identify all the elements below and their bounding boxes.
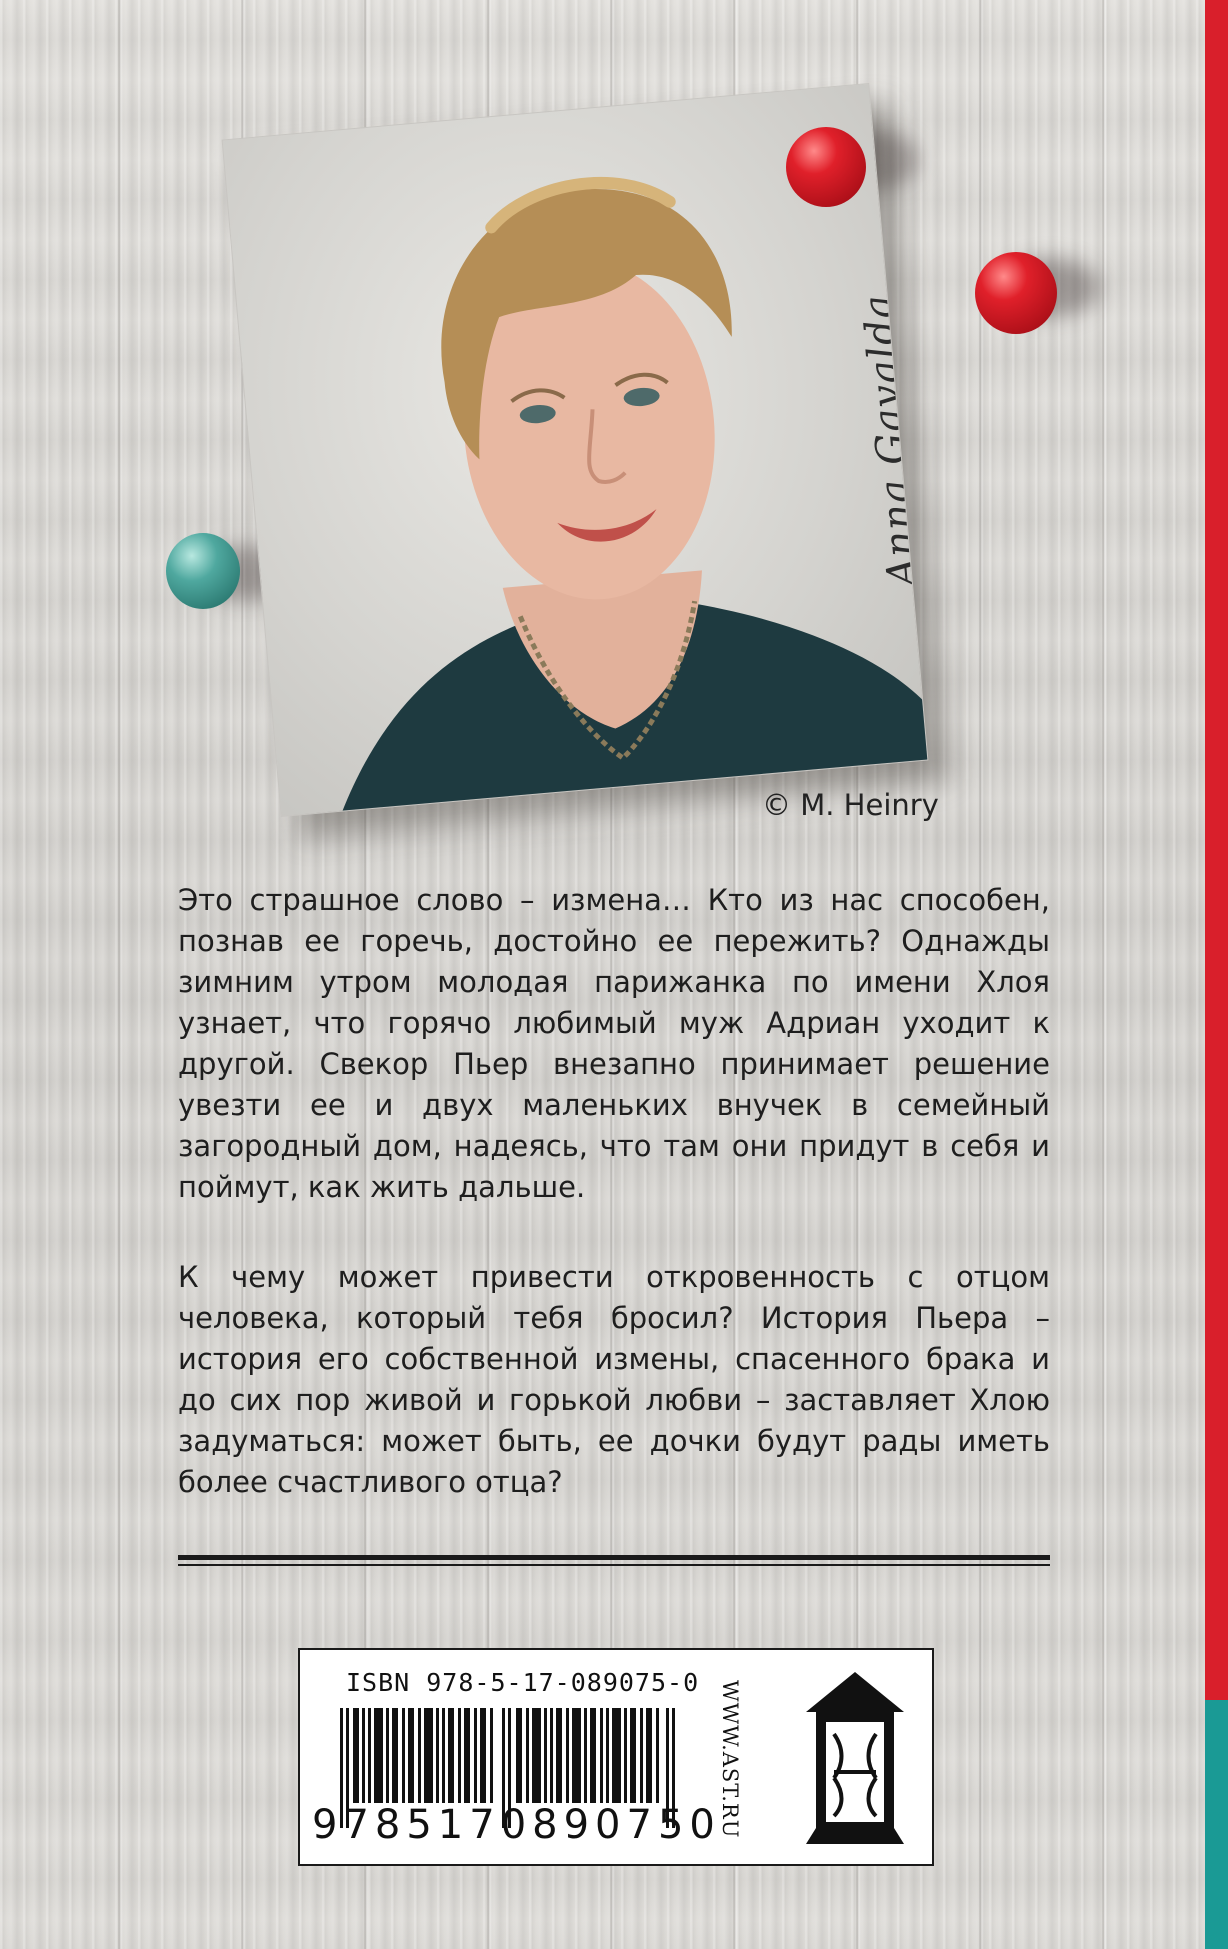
teal-push-pin [166,533,240,609]
author-signature: Anna Gavalda [854,292,927,589]
divider-thick [178,1555,1050,1560]
publisher-lantern-logo [800,1668,910,1848]
isbn-barcode-panel [298,1648,934,1866]
publisher-url: WWW.AST.RU [718,1680,742,1839]
photo-credit: © M. Heinry [762,788,939,822]
blurb-paragraph-1: Это страшное слово – измена… Кто из нас способен, познав ее горечь, достойно ее пережить? Однажды зимним утром молодая парижанка по имени Хлоя узнает, что горячо любимый муж Адриан уходит к другой. Свекор Пьер внезапно принимает решение увезти ее и двух маленьких внучек в семейный загородный дом, надеясь, что там они придут в себя и поймут, как жить дальше. [178,883,1050,1204]
spine-teal-strip [1205,1700,1228,1949]
red-push-pin [786,127,866,207]
isbn-number: ISBN 978-5-17-089075-0 [346,1668,700,1697]
blurb-paragraph-2: К чему может привести откровенность с отцом человека, который тебя бросил? История Пьера – история его собственной измены, спасенного брака и до сих пор живой и горькой любви – заставляет Хлою задуматься: может быть, ее дочки будут рады иметь более счастливого отца? [178,1260,1050,1499]
ean-digits: 9785170890750 [312,1802,721,1848]
spine-red-strip [1205,0,1228,1700]
red-push-pin [975,252,1057,334]
divider-thin [178,1564,1050,1566]
